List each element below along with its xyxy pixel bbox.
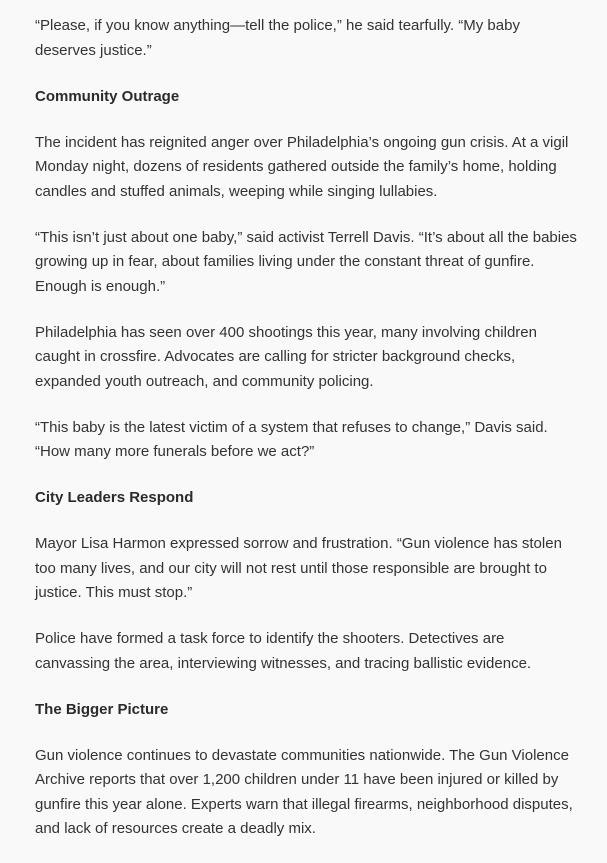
paragraph-quote-police: “Please, if you know anything—tell the police,” he said tearfully. “My baby deserves justice.” (35, 17, 520, 59)
article-body (35, 14, 580, 863)
paragraph-shootings-stats: Philadelphia has seen over 400 shootings this year, many involving children caught in crossfire. Advocates are calling for stricter background checks, expanded youth outreach, and community policing. (35, 323, 537, 390)
paragraph-task-force: Police have formed a task force to identify the shooters. Detectives are canvassing the area, interviewing witnesses, and tracing ballistic evidence. (35, 630, 532, 672)
paragraph-national-stats: Gun violence continues to devastate communities nationwide. The Gun Violence Archive reports that over 1,200 children under 11 have been injured or killed by gunfire this year alone. Experts warn that illegal firearms, neighborhood disputes, and lack of resources create a deadly mix. (35, 746, 573, 837)
paragraph-vigil: The incident has reignited anger over Philadelphia’s ongoing gun crisis. At a vigil Monday night, dozens of residents gathered outside the family’s home, holding candles and stuffed animals, weeping while singing lullabies. (35, 133, 569, 200)
paragraph-mayor-statement: Mayor Lisa Harmon expressed sorrow and frustration. “Gun violence has stolen too many lives, and our city will not rest until those responsible are brought to justice. This must stop.” (35, 535, 562, 601)
section-heading-city-leaders: City Leaders Respond (35, 489, 194, 506)
paragraph-davis-quote: “This baby is the latest victim of a system that refuses to change,” Davis said. “How many more funerals before we act?” (35, 418, 548, 460)
paragraph-activist-quote: “This isn’t just about one baby,” said activist Terrell Davis. “It’s about all the babies growing up in fear, about families living under the constant threat of gunfire. Enough is enough.” (35, 228, 577, 295)
section-heading-community-outrage: Community Outrage (35, 87, 180, 105)
section-heading-bigger-picture: The Bigger Picture (35, 700, 169, 718)
